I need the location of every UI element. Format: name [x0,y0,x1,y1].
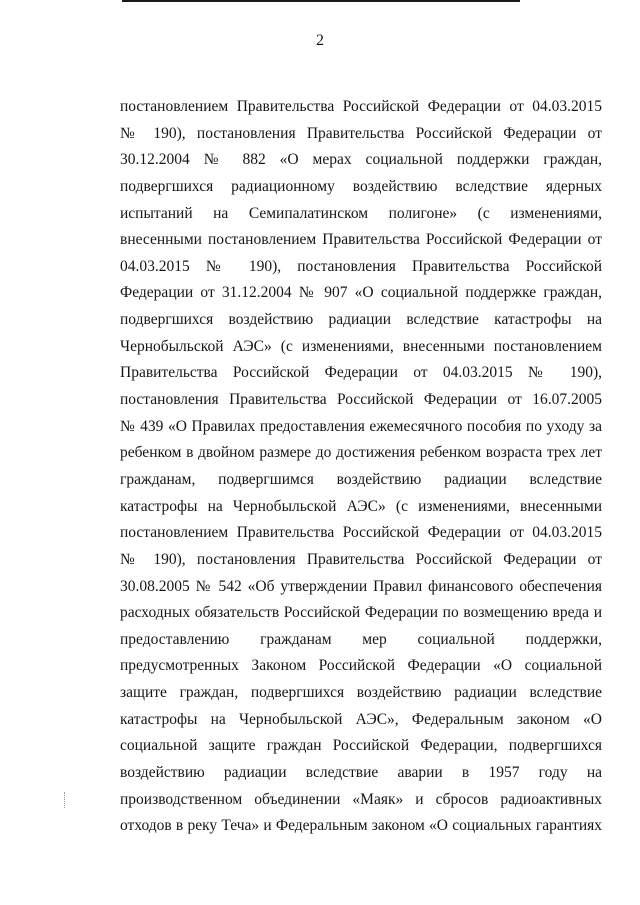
text-line: постановлением Правительства Российской Федерации от 04.03.2015 [120,98,602,115]
body-text [120,94,602,840]
text-line: № 190), постановления Правительства Российской Федерации от [120,124,602,142]
text-line: Чернобыльской АЭС» (с изменениями, внесенными постановлением [120,337,602,355]
text-line: подвергшихся воздействию радиации вследствие катастрофы на [120,311,602,329]
text-line: защите граждан, подвергшихся воздействию радиации вследствие [120,684,602,702]
page-number: 2 [316,32,324,49]
text-line: № 190), постановления Правительства Российской Федерации от [120,550,602,568]
text-line: постановления Правительства Российской Федерации от 16.07.2005 [120,391,602,409]
text-line: Правительства Российской Федерации от 04.03.2015 № 190), [120,364,602,382]
text-line: предоставлению гражданам мер социальной поддержки, [120,630,602,648]
text-line: катастрофы на Чернобыльской АЭС», Федеральным законом «О [120,710,602,728]
text-line: расходных обязательств Российской Федерации по возмещению вреда и [120,604,602,622]
text-line: гражданам, подвергшимся воздействию радиации вследствие [120,470,602,488]
text-line: 30.08.2005 № 542 «Об утверждении Правил финансового обеспечения [120,577,602,595]
scan-margin-mark [64,792,66,808]
text-line: № 439 «О Правилах предоставления ежемесячного пособия по уходу за [120,417,602,435]
text-line: Федерации от 31.12.2004 № 907 «О социальной поддержке граждан, [120,284,602,302]
text-line: ребенком в двойном размере до достижения ребенком возраста трех лет [120,444,602,462]
text-line: производственном объединении «Маяк» и сбросов радиоактивных [120,790,602,808]
text-line: катастрофы на Чернобыльской АЭС» (с изменениями, внесенными [120,497,602,515]
text-line: 30.12.2004 № 882 «О мерах социальной поддержки граждан, [120,151,602,169]
text-line: предусмотренных Законом Российской Федерации «О социальной [120,657,602,675]
text-line: отходов в реку Теча» и Федеральным законом «О социальных гарантиях [120,817,602,835]
text-line: постановлением Правительства Российской Федерации от 04.03.2015 [120,524,602,542]
top-rule [122,0,520,2]
text-line: внесенными постановлением Правительства Российской Федерации от [120,231,602,249]
text-line: социальной защите граждан Российской Федерации, подвергшихся [120,737,602,755]
text-line: подвергшихся радиационному воздействию вследствие ядерных [120,177,602,195]
text-line: воздействию радиации вследствие аварии в 1957 году на [120,764,602,782]
text-line: 04.03.2015 № 190), постановления Правительства Российской [120,257,602,275]
text-line: испытаний на Семипалатинском полигоне» (с изменениями, [120,204,602,222]
